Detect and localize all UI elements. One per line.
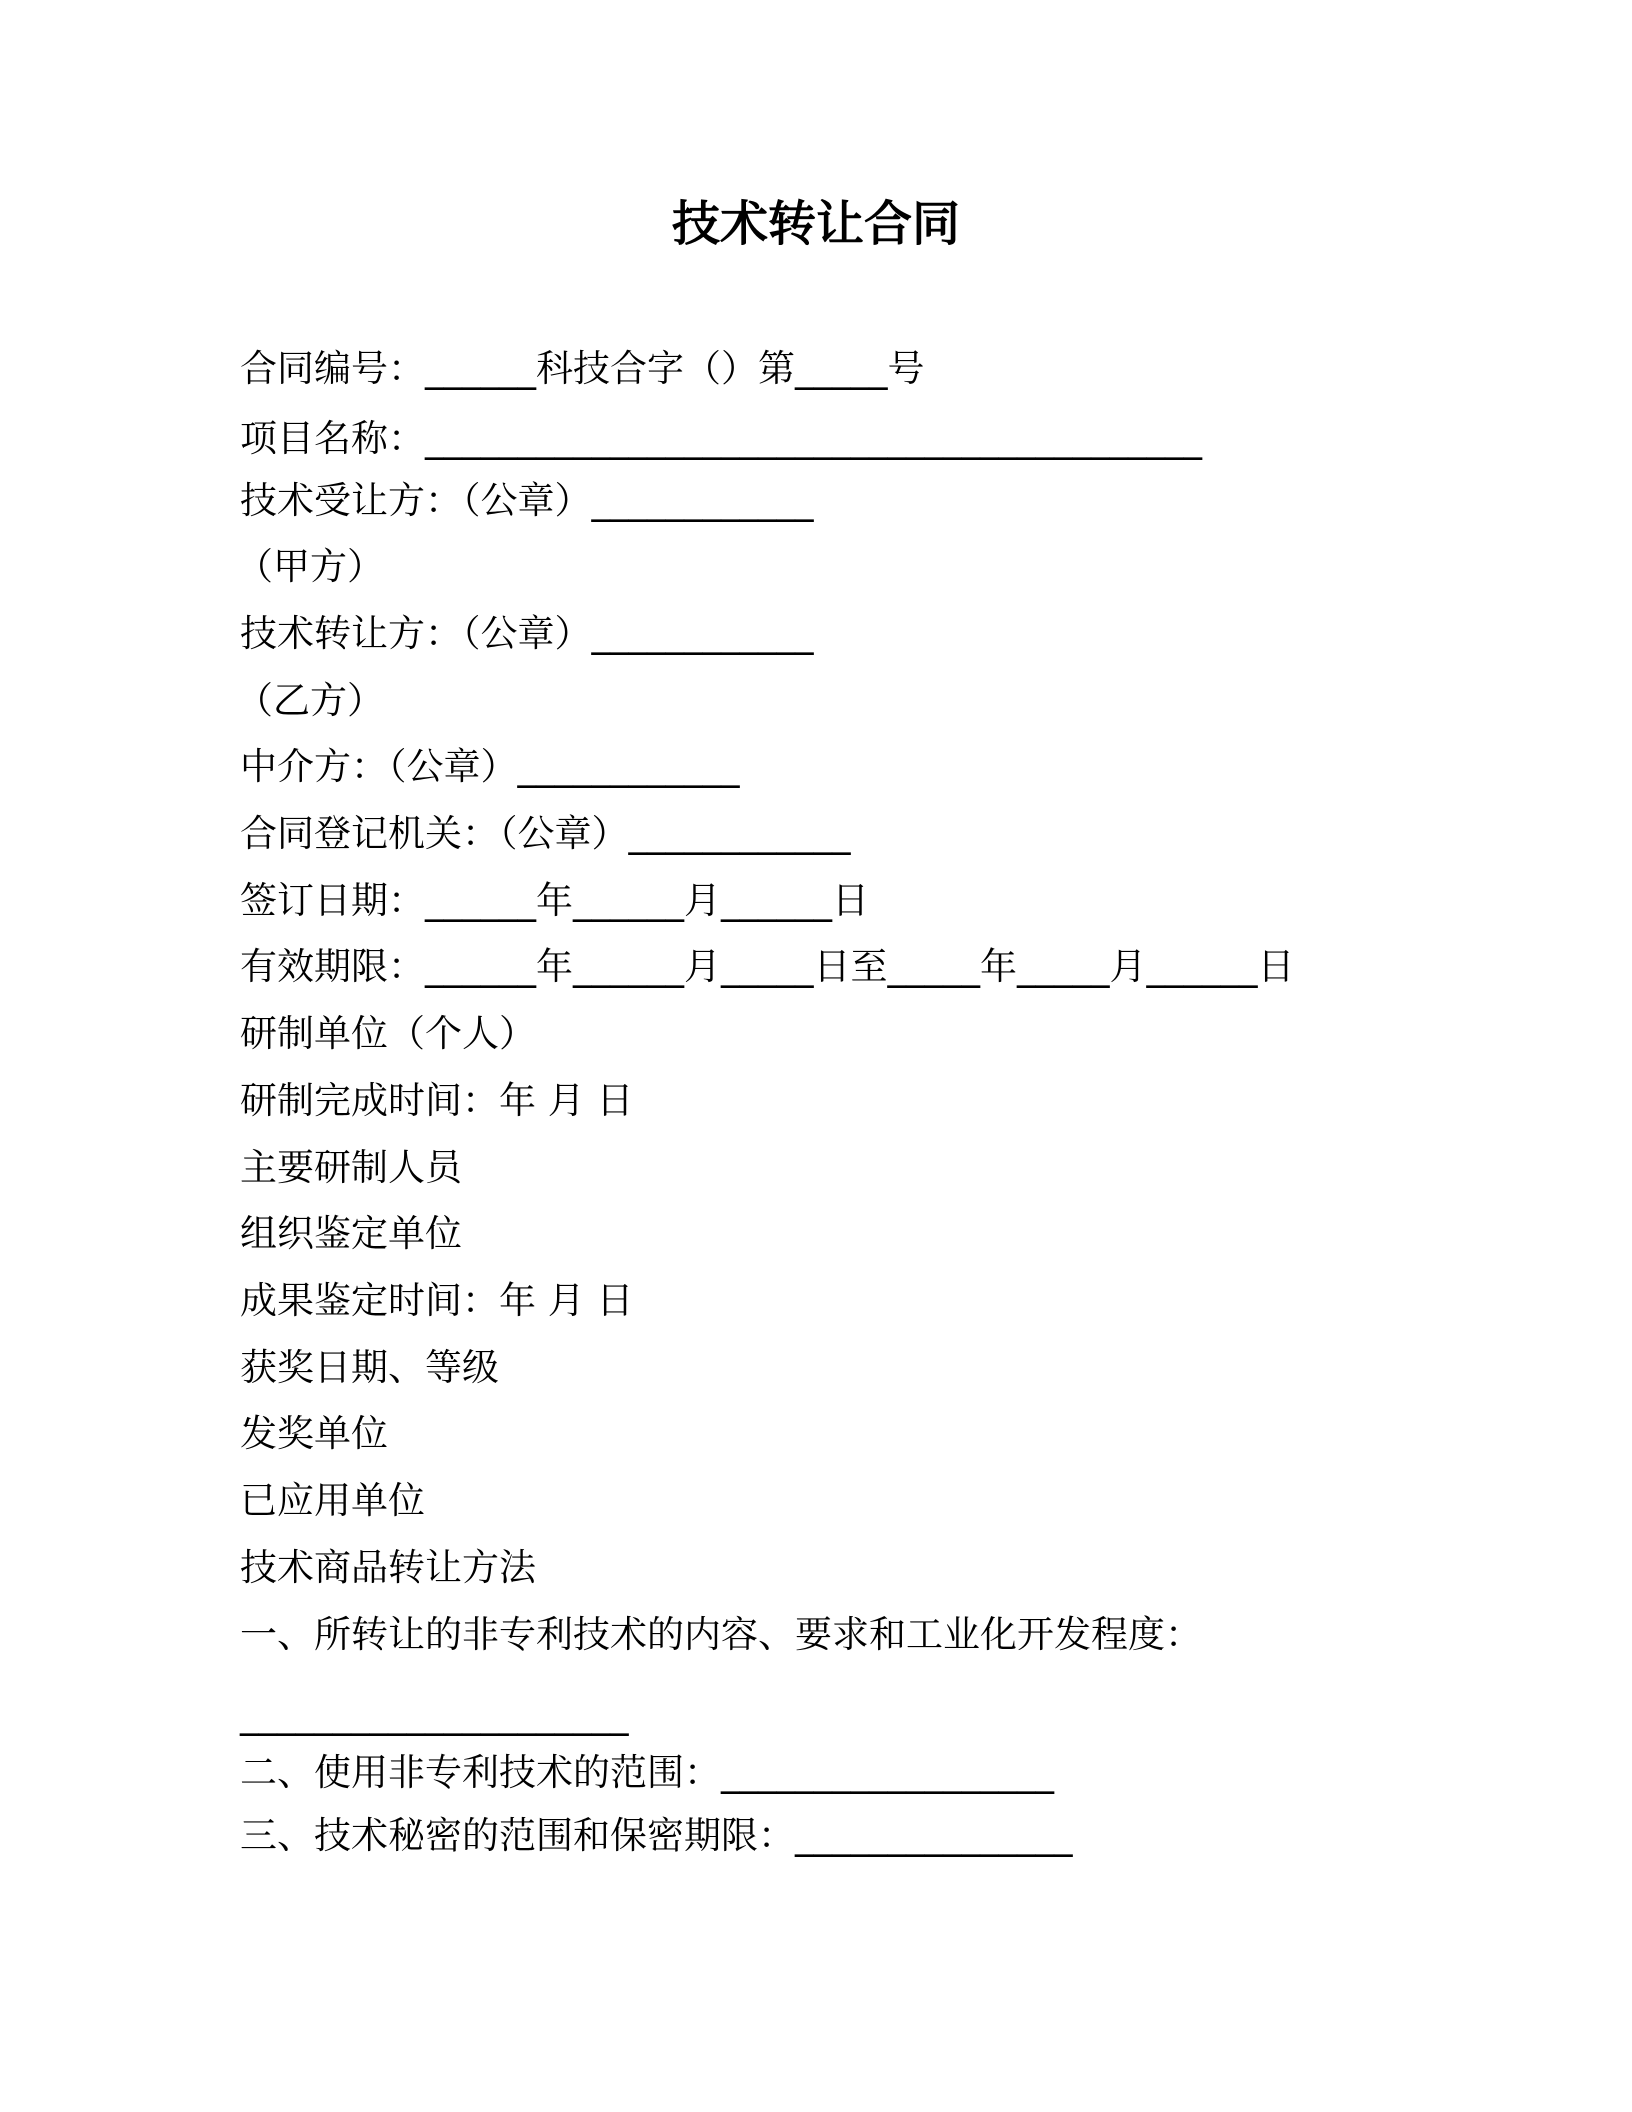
main-developers-line: 主要研制人员 xyxy=(240,1146,462,1189)
applied-units-line: 已应用单位 xyxy=(240,1479,425,1522)
award-date-line: 获奖日期、等级 xyxy=(240,1346,499,1389)
appraisal-organizer-line: 组织鉴定单位 xyxy=(240,1212,462,1255)
transfer-method-line: 技术商品转让方法 xyxy=(240,1546,536,1589)
document-title: 技术转让合同 xyxy=(671,196,960,252)
transferor-line: 技术转让方：（公章）____________ xyxy=(240,612,814,655)
project-name-line: 项目名称：__________________________________________ xyxy=(240,417,1202,460)
contract-number-line: 合同编号：______科技合字（）第_____号 xyxy=(240,347,925,390)
party-a-label: （甲方） xyxy=(236,545,384,588)
clause-1-line: 一、所转让的非专利技术的内容、要求和工业化开发程度： xyxy=(240,1613,1202,1656)
completion-time-line: 研制完成时间：年 月 日 xyxy=(240,1079,634,1122)
intermediary-line: 中介方：（公章）____________ xyxy=(240,745,740,788)
transferee-line: 技术受让方：（公章）____________ xyxy=(240,479,814,522)
appraisal-time-line: 成果鉴定时间：年 月 日 xyxy=(240,1279,634,1322)
clause-1-blank: _____________________ xyxy=(240,1693,629,1736)
clause-3-line: 三、技术秘密的范围和保密期限：_______________ xyxy=(240,1814,1073,1857)
signing-date-line: 签订日期：______年______月______日 xyxy=(240,879,869,922)
registration-authority-line: 合同登记机关：（公章）____________ xyxy=(240,812,851,855)
party-b-label: （乙方） xyxy=(236,679,384,722)
developer-unit-line: 研制单位（个人） xyxy=(240,1012,536,1055)
validity-period-line: 有效期限：______年______月_____日至_____年_____月______日 xyxy=(240,945,1295,988)
award-unit-line: 发奖单位 xyxy=(240,1412,388,1455)
clause-2-line: 二、使用非专利技术的范围：__________________ xyxy=(240,1751,1054,1794)
